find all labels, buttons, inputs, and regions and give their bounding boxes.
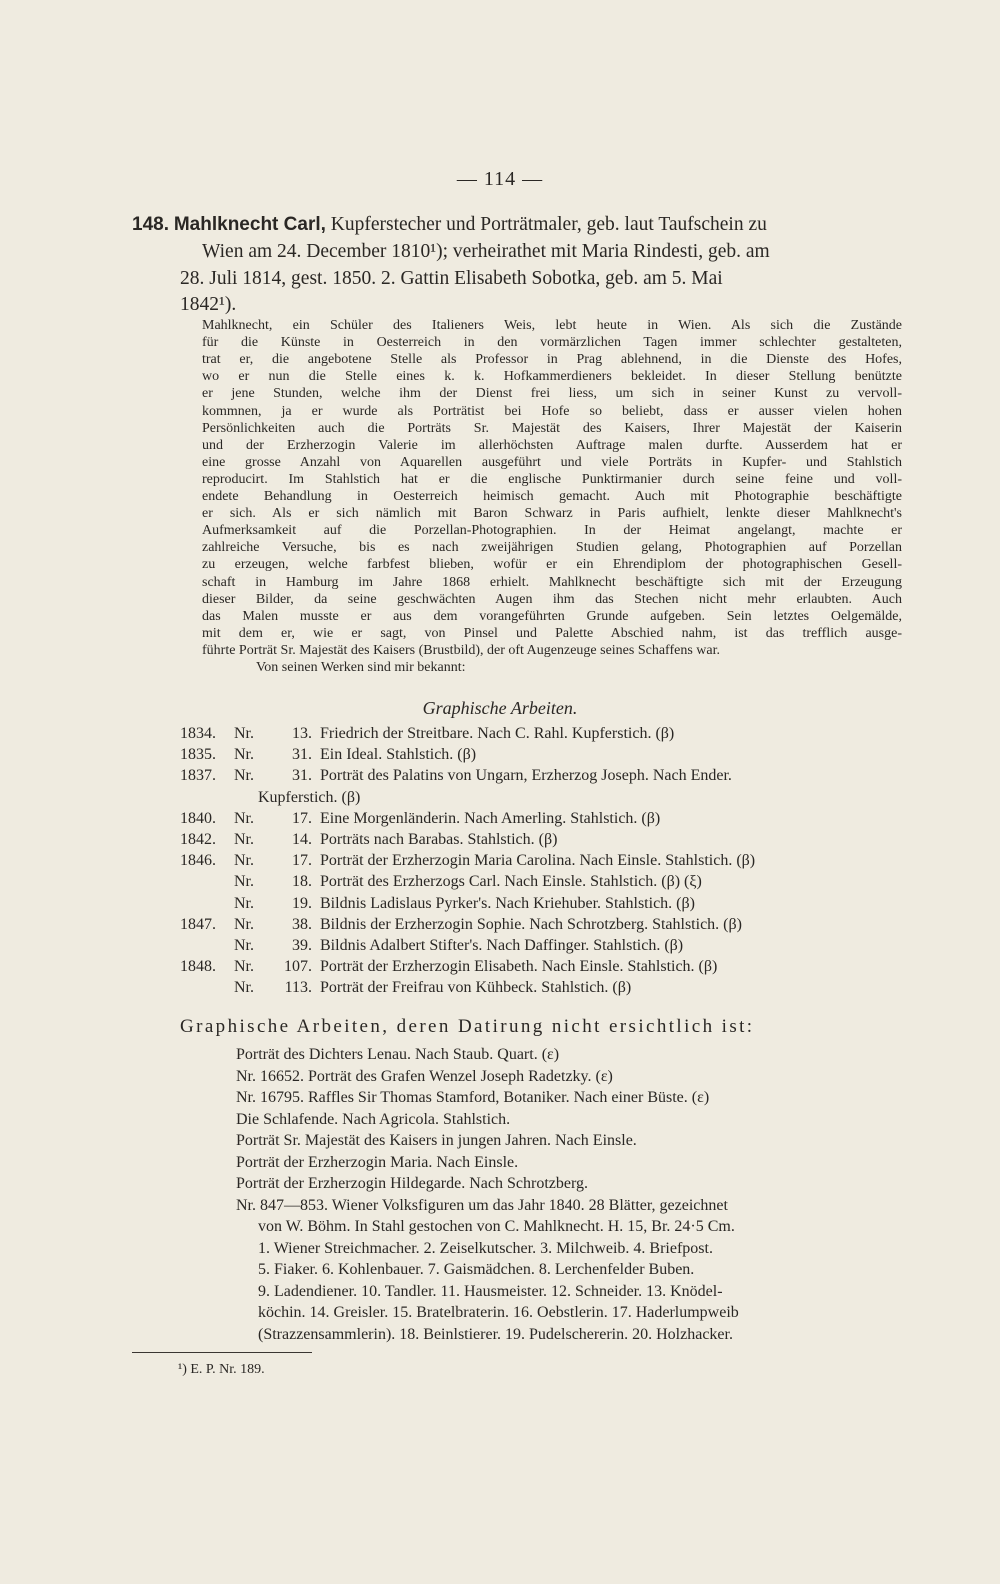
work-nr-label: Nr. <box>234 873 254 891</box>
work-nr-label: Nr. <box>234 915 254 933</box>
work-title: Porträt des Erzherzogs Carl. Nach Einsle. Stahlstich. (β) (ξ) <box>320 873 702 891</box>
entry-line: 1842¹). <box>180 294 237 315</box>
biography-line: führte Porträt Sr. Majestät des Kaisers (Brustbild), der oft Augenzeuge seines Schaffens war. <box>202 642 720 658</box>
entry-name: Mahlknecht Carl, <box>173 214 326 235</box>
work-year: 1842. <box>180 831 216 848</box>
biography-line: Von seinen Werken sind mir bekannt: <box>256 660 466 675</box>
undated-work-line: 1. Wiener Streichmacher. 2. Zeiselkutscher. 3. Milchweib. 4. Briefpost. <box>258 1239 713 1257</box>
biography-line: Mahlknecht, ein Schüler des Italieners Weis, lebt heute in Wien. Als sich die Zustände <box>202 318 902 333</box>
biography-line: endete Behandlung in Oesterreich heimisch gemacht. Auch mit Photographie beschäftigte <box>202 489 902 504</box>
work-title: Ein Ideal. Stahlstich. (β) <box>320 746 477 764</box>
work-nr-label: Nr. <box>234 937 254 954</box>
biography-line: reproducirt. Im Stahlstich hat er die englische Punktirmanier durch seine feine und voll- <box>202 471 902 487</box>
entry-heading-line <box>132 214 767 236</box>
biography-line: kommnen, ja er wurde als Porträtist bei Hofe so beliebt, dass er ausser vielen hohen <box>202 403 902 419</box>
work-nr-label: Nr. <box>234 746 254 764</box>
work-nr-label: Nr. <box>234 979 254 997</box>
page-number: — 114 — <box>456 168 544 190</box>
work-title: Kupferstich. (β) <box>258 788 361 806</box>
biography-line: eine grosse Anzahl von Aquarellen ausgeführt und viele Porträts in Kupfer- und Stahlstich <box>202 454 902 470</box>
biography-line: er sich. Als er sich nämlich mit Baron Schwarz in Paris aufhielt, lenkte dieser Mahlknecht's <box>202 506 902 522</box>
work-year: 1847. <box>180 915 216 933</box>
work-number: 31. <box>292 746 312 764</box>
biography-line: wo er nun die Stelle eines k. k. Hofkammerdieners bekleidet. In dieser Stellung benützte <box>202 369 902 385</box>
section-title-undated-works: Graphische Arbeiten, deren Datirung nicht ersichtlich ist: <box>180 1016 755 1037</box>
undated-work-line: Nr. 16652. Porträt des Grafen Wenzel Joseph Radetzky. (ε) <box>236 1067 613 1085</box>
work-year: 1834. <box>180 725 216 742</box>
biography-line: zu erzeugen, welche farbfest blieben, wofür er ein Ehrendiplom der photographischen Gesell- <box>202 557 902 573</box>
work-title: Porträt des Palatins von Ungarn, Erzherzog Joseph. Nach Ender. <box>320 767 732 785</box>
undated-work-line: Porträt Sr. Majestät des Kaisers in jungen Jahren. Nach Einsle. <box>236 1132 637 1149</box>
entry-line: Kupferstecher und Porträtmaler, geb. laut Taufschein zu <box>330 214 767 235</box>
section-title-graphic-works: Graphische Arbeiten. <box>422 698 578 718</box>
entry-number: 148. <box>132 214 169 235</box>
work-number: 13. <box>292 725 312 742</box>
biography-line: Persönlichkeiten auch die Porträts Sr. Majestät des Kaisers, Ihrer Majestät der Kaiserin <box>202 420 902 436</box>
work-number: 113. <box>284 979 312 997</box>
undated-work-line: 9. Ladendiener. 10. Tandler. 11. Hausmeister. 12. Schneider. 13. Knödel- <box>258 1282 723 1300</box>
work-year: 1846. <box>180 852 216 870</box>
work-number: 17. <box>292 852 312 870</box>
biography-line: für die Künste in Oesterreich in den vormärzlichen Tagen immer schlechter gestalteten, <box>202 335 902 351</box>
work-title: Porträt der Freifrau von Kühbeck. Stahlstich. (β) <box>320 979 632 997</box>
undated-work-line: von W. Böhm. In Stahl gestochen von C. Mahlknecht. H. 15, Br. 24·5 Cm. <box>258 1218 735 1235</box>
biography-line: zahlreiche Versuche, bis es nach zweijährigen Studien gelang, Photographien auf Porzellan <box>202 540 902 556</box>
undated-work-line: (Strazzensammlerin). 18. Beinlstierer. 19. Pudelschererin. 20. Holzhacker. <box>258 1325 733 1343</box>
work-number: 18. <box>292 873 312 891</box>
entry-line: Wien am 24. December 1810¹); verheirathet mit Maria Rindesti, geb. am <box>202 241 770 262</box>
undated-work-line: Porträt der Erzherzogin Maria. Nach Einsle. <box>236 1153 519 1171</box>
work-title: Friedrich der Streitbare. Nach C. Rahl. Kupferstich. (β) <box>320 725 675 742</box>
work-nr-label: Nr. <box>234 809 254 827</box>
work-number: 107. <box>284 958 312 976</box>
work-year: 1848. <box>180 958 216 976</box>
work-nr-label: Nr. <box>234 958 254 976</box>
biography-line: und der Erzherzogin Valerie im allerhöchsten Auftrage malen durfte. Ausserdem hat er <box>202 437 902 453</box>
work-title: Bildnis der Erzherzogin Sophie. Nach Schrotzberg. Stahlstich. (β) <box>320 915 742 933</box>
work-nr-label: Nr. <box>234 852 254 870</box>
undated-work-line: Porträt der Erzherzogin Hildegarde. Nach Schrotzberg. <box>236 1175 589 1192</box>
work-nr-label: Nr. <box>234 894 254 912</box>
biography-line: trat er, die angebotene Stelle als Professor in Prag ablehnend, in die Dienste des Hofes, <box>202 352 902 368</box>
work-year: 1835. <box>180 746 216 764</box>
work-number: 31. <box>292 767 312 785</box>
biography-line: das Malen musste er aus dem vorangeführten Grunde aufgeben. Sein letztes Oelgemälde, <box>202 608 902 624</box>
work-title: Porträt der Erzherzogin Elisabeth. Nach Einsle. Stahlstich. (β) <box>320 958 718 976</box>
work-title: Bildnis Adalbert Stifter's. Nach Daffinger. Stahlstich. (β) <box>320 937 684 954</box>
entry-line: 28. Juli 1814, gest. 1850. 2. Gattin Elisabeth Sobotka, geb. am 5. Mai <box>180 268 723 289</box>
undated-work-line: Nr. 847—853. Wiener Volksfiguren um das Jahr 1840. 28 Blätter, gezeichnet <box>236 1196 728 1214</box>
footnote-rule <box>132 1352 312 1353</box>
work-year: 1840. <box>180 809 216 827</box>
work-number: 14. <box>292 831 312 848</box>
biography-line: schaft in Hamburg im Jahre 1868 erhielt. Mahlknecht beschäftigte sich mit der Erzeugung <box>202 574 902 590</box>
work-number: 19. <box>292 894 312 912</box>
undated-work-line: köchin. 14. Greisler. 15. Bratelbraterin. 16. Oebstlerin. 17. Haderlumpweib <box>258 1304 739 1321</box>
work-nr-label: Nr. <box>234 725 254 742</box>
biography-line: er jene Stunden, welche ihm der Dienst frei liess, um sich in seiner Kunst zu vervoll- <box>202 386 902 402</box>
undated-work-line: Die Schlafende. Nach Agricola. Stahlstich. <box>236 1110 511 1128</box>
work-title: Porträt der Erzherzogin Maria Carolina. Nach Einsle. Stahlstich. (β) <box>320 852 756 870</box>
work-number: 17. <box>292 809 312 827</box>
footnote: ¹) E. P. Nr. 189. <box>178 1362 265 1377</box>
undated-work-line: 5. Fiaker. 6. Kohlenbauer. 7. Gaismädchen. 8. Lerchenfelder Buben. <box>258 1261 695 1278</box>
work-title: Porträts nach Barabas. Stahlstich. (β) <box>320 831 558 848</box>
work-nr-label: Nr. <box>234 767 254 785</box>
biography-line: Aufmerksamkeit auf die Porzellan-Photographien. In der Heimat angelangt, machte er <box>202 523 902 539</box>
work-number: 38. <box>292 915 312 933</box>
work-title: Eine Morgenländerin. Nach Amerling. Stahlstich. (β) <box>320 809 661 827</box>
work-year: 1837. <box>180 767 216 785</box>
undated-work-line: Porträt des Dichters Lenau. Nach Staub. Quart. (ε) <box>236 1046 560 1063</box>
biography-line: dieser Bilder, da seine geschwächten Augen ihm das Stechen nicht mehr erlaubten. Auch <box>202 591 902 607</box>
work-title: Bildnis Ladislaus Pyrker's. Nach Kriehuber. Stahlstich. (β) <box>320 894 695 912</box>
undated-work-line: Nr. 16795. Raffles Sir Thomas Stamford, Botaniker. Nach einer Büste. (ε) <box>236 1089 710 1106</box>
biography-line: mit dem er, wie er sagt, von Pinsel und Palette Abschied nahm, ist das trefflich ausge- <box>202 625 902 641</box>
work-number: 39. <box>292 937 312 954</box>
work-nr-label: Nr. <box>234 831 254 848</box>
